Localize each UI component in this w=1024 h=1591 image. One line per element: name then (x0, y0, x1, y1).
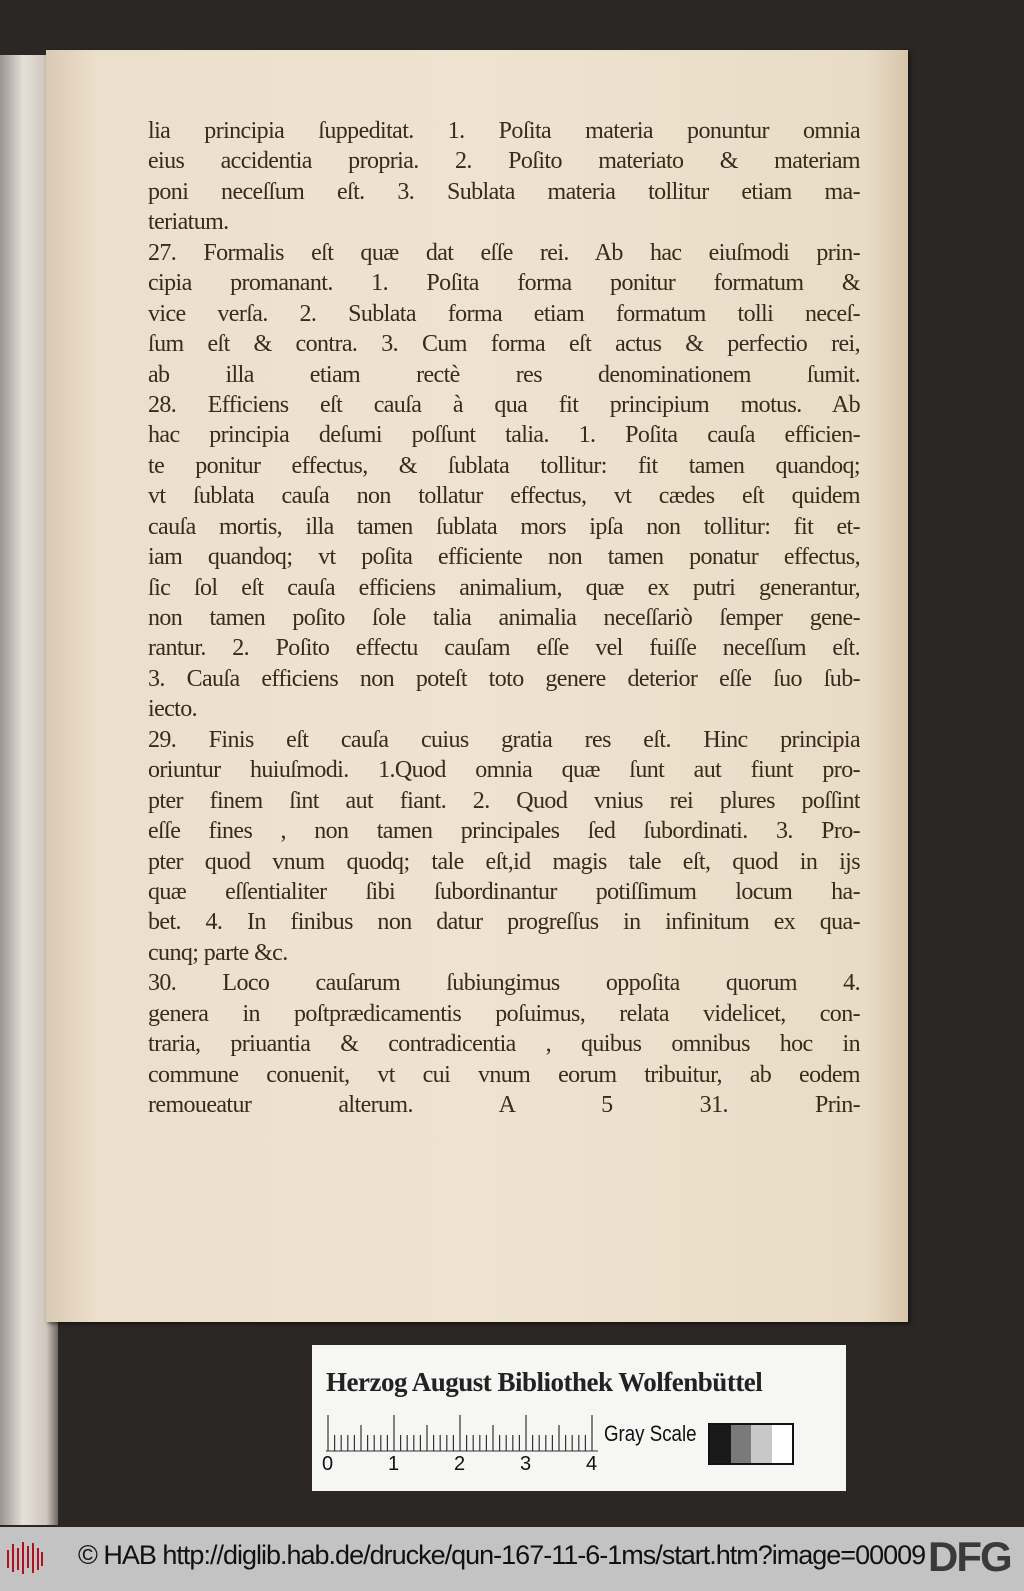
hab-logo-icon (5, 1538, 45, 1578)
ruler-number: 4 (586, 1453, 598, 1475)
gray-scale-label: Gray Scale (604, 1421, 697, 1446)
text-line: 27. Formalis eſt quæ dat eſſe rei. Ab hac eiuſmodi prin- (148, 239, 860, 266)
ruler-number: 0 (322, 1453, 334, 1475)
text-line: traria, priuantia & contradicentia , quibus omnibus hoc in (148, 1031, 860, 1058)
text-line: eſſe fines , non tamen principales ſed ſubordinati. 3. Pro- (148, 818, 860, 845)
text-line: te ponitur effectus, & ſublata tollitur: fit tamen quandoq; (148, 452, 860, 479)
ruler-number: 2 (454, 1453, 466, 1475)
text-line: bet. 4. In finibus non datur progreſſus in infinitum ex qua- (148, 909, 860, 936)
gray-scale-swatches (708, 1423, 794, 1465)
text-line: vice verſa. 2. Sublata forma etiam formatum tolli neceſ- (148, 300, 860, 327)
ruler-number: 1 (388, 1453, 400, 1475)
text-line: vt ſublata cauſa non tollatur effectus, vt cædes eſt quidem (148, 483, 860, 510)
ruler-number: 3 (520, 1453, 532, 1475)
text-line: non tamen poſito ſole talia animalia neceſſariò ſemper gene- (148, 605, 860, 631)
text-line: quæ eſſentialiter ſibi ſubordinantur potiſſimum locum ha- (148, 878, 860, 905)
text-line: poni neceſſum eſt. 3. Sublata materia tollitur etiam ma- (148, 178, 860, 205)
text-line: 3. Cauſa efficiens non poteſt toto genere deterior eſſe ſuo ſub- (148, 665, 860, 692)
text-line: teriatum. (148, 209, 229, 236)
text-line: pter finem ſint aut fiant. 2. Quod vnius rei plures poſſint (148, 787, 860, 814)
library-name: Herzog August Bibliothek Wolfenbüttel (326, 1367, 763, 1397)
color-calibration-card (312, 1345, 846, 1491)
text-line: ab illa etiam rectè res denominationem ſumit. (148, 361, 860, 388)
gray-swatch (731, 1425, 752, 1463)
text-line: cipia promanant. 1. Poſita forma ponitur formatum & (148, 270, 860, 297)
text-line: oriuntur huiuſmodi. 1.Quod omnia quæ ſunt aut fiunt pro- (148, 757, 860, 784)
copyright-url-text: © HAB http://diglib.hab.de/drucke/qun-167-11-6-1ms/start.htm?image=00009 (78, 1540, 926, 1570)
gray-swatch (751, 1425, 772, 1463)
text-line: ſum eſt & contra. 3. Cum forma eſt actus & perfectio rei, (148, 331, 860, 358)
text-line: ſic ſol eſt cauſa efficiens animalium, quæ ex putri generantur, (148, 574, 860, 601)
text-line: lia principia ſuppeditat. 1. Poſita materia ponuntur omnia (148, 118, 860, 144)
text-line: iam quandoq; vt poſita efficiente non tamen ponatur effectus, (148, 544, 860, 571)
text-line: hac principia deſumi poſſunt talia. 1. Poſita cauſa efficien- (148, 422, 860, 449)
page-text (148, 116, 860, 1120)
text-line: commune conuenit, vt cui vnum eorum tribuitur, ab eodem (148, 1061, 860, 1088)
text-line: cunq; parte &c. (148, 939, 288, 966)
text-line: 29. Finis eſt cauſa cuius gratia res eſt. Hinc principia (148, 726, 860, 753)
text-line: rantur. 2. Poſito effectu cauſam eſſe vel fuiſſe neceſſum eſt. (148, 635, 860, 662)
text-line: cauſa mortis, illa tamen ſublata mors ipſa non tollitur: fit et- (148, 513, 860, 540)
gray-swatch (772, 1425, 793, 1463)
text-line: pter quod vnum quodq; tale eſt,id magis tale eſt, quod in ijs (148, 848, 860, 875)
text-line: genera in poſtprædicamentis poſuimus, relata videlicet, con- (148, 1000, 860, 1027)
text-line: 28. Efficiens eſt cauſa à qua fit principium motus. Ab (148, 391, 860, 418)
text-line: 30. Loco cauſarum ſubiungimus oppoſita quorum 4. (148, 970, 860, 997)
gray-swatch (710, 1425, 731, 1463)
text-line: iecto. (148, 696, 198, 723)
ruler-scale (326, 1413, 598, 1453)
footer-bar (0, 1527, 1024, 1591)
text-line: eius accidentia propria. 2. Poſito materiato & materiam (148, 148, 860, 175)
dfg-logo: DFG (928, 1533, 1011, 1580)
text-line: remoueatur alterum. A 5 31. Prin- (148, 1092, 860, 1118)
